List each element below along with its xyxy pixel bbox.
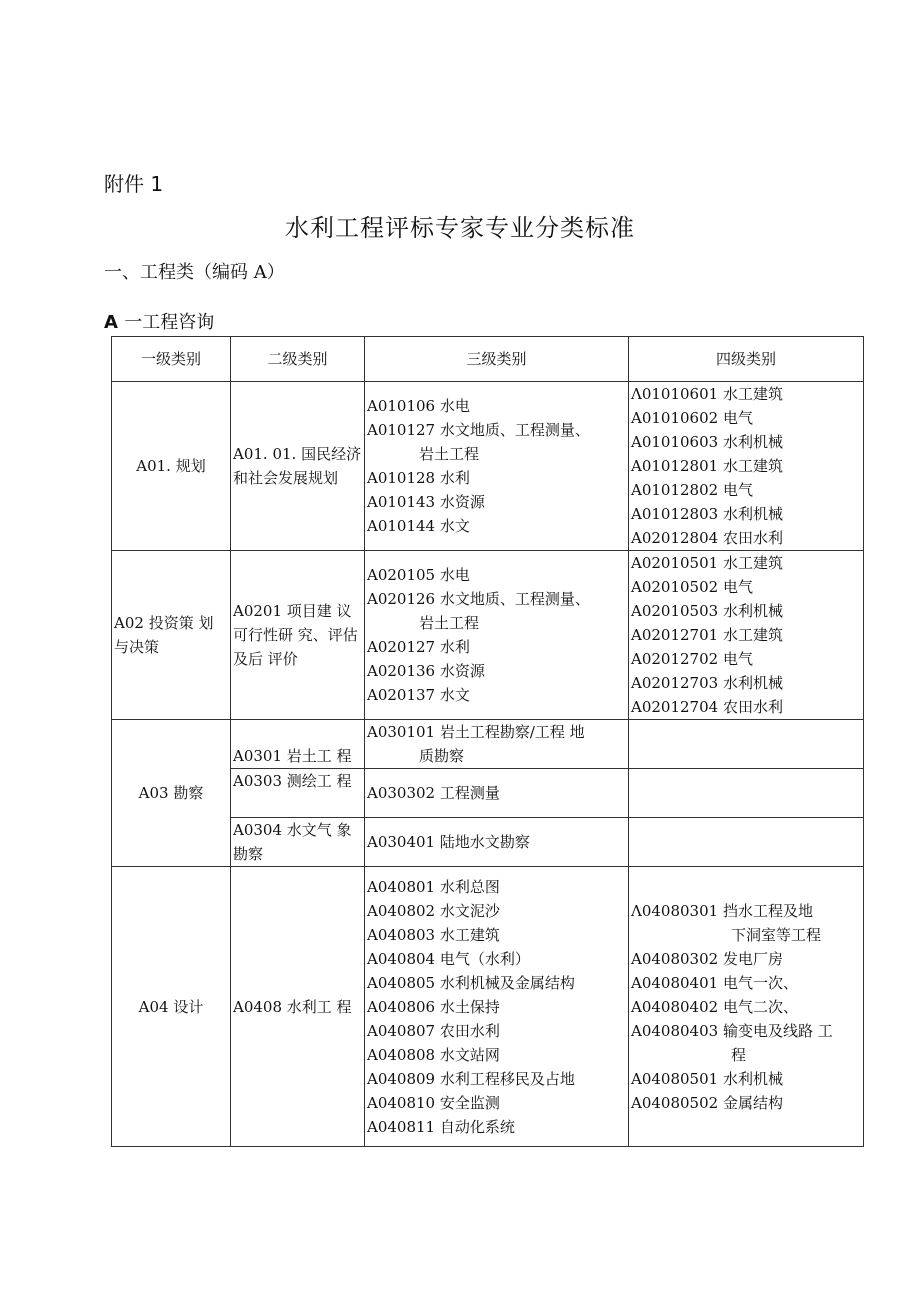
list-item: A010143 水资源 (367, 493, 485, 511)
list-item: A040810 安全监测 (367, 1093, 500, 1112)
subsection-label: 一工程咨询 (124, 312, 215, 333)
list-item: A040802 水文泥沙 (367, 901, 500, 920)
a03-level2-a: A0301 岩土工 程 (231, 720, 365, 769)
table-header-row (112, 337, 864, 382)
list-item: A040804 电气（水利） (367, 949, 530, 968)
list-item: Λ01010601 水工建筑 (631, 385, 783, 403)
list-item: A040801 水利总图 (367, 877, 500, 896)
a04-level1: A04 设计 (112, 867, 231, 1147)
list-item: A04080502 金属结构 (631, 1093, 783, 1112)
table-row-a03-1 (112, 720, 864, 769)
list-item: A02010503 水利机械 (631, 602, 783, 620)
list-item: A04080402 电气二次、 (631, 997, 798, 1016)
list-item: A010106 水电 (367, 397, 470, 415)
list-item: A01010602 电气 (631, 409, 753, 427)
list-item: A020137 水文 (367, 686, 470, 704)
list-item: A01012802 电气 (631, 481, 753, 499)
classification-table (111, 336, 864, 1147)
table-row-a02 (112, 551, 864, 720)
list-item: A01012803 水利机械 (631, 505, 783, 523)
list-item: A02012704 农田水利 (631, 698, 783, 716)
a03-level4-c (629, 818, 864, 867)
list-item: 岩土工程 (419, 614, 480, 632)
list-item: A040807 农田水利 (367, 1021, 500, 1040)
list-item: A01012801 水工建筑 (631, 457, 783, 475)
list-item: A040809 水利工程移民及占地 (367, 1069, 575, 1088)
list-item: A040808 水文站网 (367, 1045, 500, 1064)
list-item: A02010502 电气 (631, 578, 753, 596)
list-item: A04080401 电气一次、 (631, 973, 798, 992)
table-row-a04 (112, 867, 864, 1147)
a02-level2-text: A0201 项目建 议可行性研 究、评估及后 评价 (233, 602, 358, 668)
list-item: A030101 岩土工程勘察/工程 地 (367, 723, 585, 741)
a03-level3-a (365, 720, 629, 769)
list-item: A010128 水利 (367, 469, 470, 487)
list-item: A04080501 水利机械 (631, 1069, 783, 1088)
a01-level2-text: A01. 01. 国民经济和社会发展规划 (233, 445, 362, 487)
list-item: 质勘察 (419, 747, 465, 765)
header-level2: 二级类别 (231, 337, 365, 382)
list-item: A020126 水文地质、工程测量、 (367, 590, 590, 608)
a03-level2-b: A0303 测绘工 程 (231, 769, 365, 818)
header-level4: 四级类别 (629, 337, 864, 382)
list-item: A020127 水利 (367, 638, 470, 656)
list-item: 岩土工程 (419, 445, 480, 463)
a04-level2: A0408 水利工 程 (231, 867, 365, 1147)
list-item: A04080403 输变电及线路 工 (631, 1021, 833, 1040)
section-heading: 一、工程类（编码 A） (104, 262, 285, 283)
list-item: 下洞室等工程 (731, 925, 822, 944)
a03-level3-b: A030302 工程测量 (365, 769, 629, 818)
list-item: A010127 水文地质、工程测量、 (367, 421, 590, 439)
header-level1: 一级类别 (112, 337, 231, 382)
list-item: A040803 水工建筑 (367, 925, 500, 944)
subsection-heading (104, 308, 214, 334)
a02-level2 (231, 551, 365, 720)
list-item: A02012702 电气 (631, 650, 753, 668)
list-item: A040806 水土保持 (367, 997, 500, 1016)
a03-level3-c: A030401 陆地水文勘察 (365, 818, 629, 867)
list-item: A040811 自动化系统 (367, 1117, 515, 1136)
a03-level4-a (629, 720, 864, 769)
list-item: A01010603 水利机械 (631, 433, 783, 451)
list-item: A04080302 发电厂房 (631, 949, 783, 968)
attachment-label: 附件 1 (104, 172, 164, 196)
list-item: 程 (731, 1045, 747, 1064)
list-item: A010144 水文 (367, 517, 470, 535)
list-item: A020105 水电 (367, 566, 470, 584)
a03-level4-b (629, 769, 864, 818)
list-item: A040805 水利机械及金属结构 (367, 973, 575, 992)
a02-level3 (365, 551, 629, 720)
table-row-a01 (112, 382, 864, 551)
header-level3: 三级类别 (365, 337, 629, 382)
a01-level4 (629, 382, 864, 551)
list-item: Λ04080301 挡水工程及地 (631, 901, 813, 920)
a02-level1 (112, 551, 231, 720)
list-item: A02012701 水工建筑 (631, 626, 783, 644)
list-item: A02012804 农田水利 (631, 529, 783, 547)
a03-level2-c (231, 818, 365, 867)
subsection-code: A (104, 312, 118, 333)
a01-level2 (231, 382, 365, 551)
list-item: A02012703 水利机械 (631, 674, 783, 692)
list-item: A020136 水资源 (367, 662, 485, 680)
page-title: 水利工程评标专家专业分类标准 (285, 214, 635, 242)
a02-level1-text: A02 投资策 划与决策 (114, 614, 214, 656)
a03-level1: A03 勘察 (112, 720, 231, 867)
a02-level4 (629, 551, 864, 720)
a04-level4 (629, 867, 864, 1147)
a01-level1: A01. 规划 (112, 382, 231, 551)
list-item: A02010501 水工建筑 (631, 554, 783, 572)
a03-level2-c-text: A0304 水文气 象勘察 (233, 821, 352, 863)
a01-level3 (365, 382, 629, 551)
a04-level3 (365, 867, 629, 1147)
